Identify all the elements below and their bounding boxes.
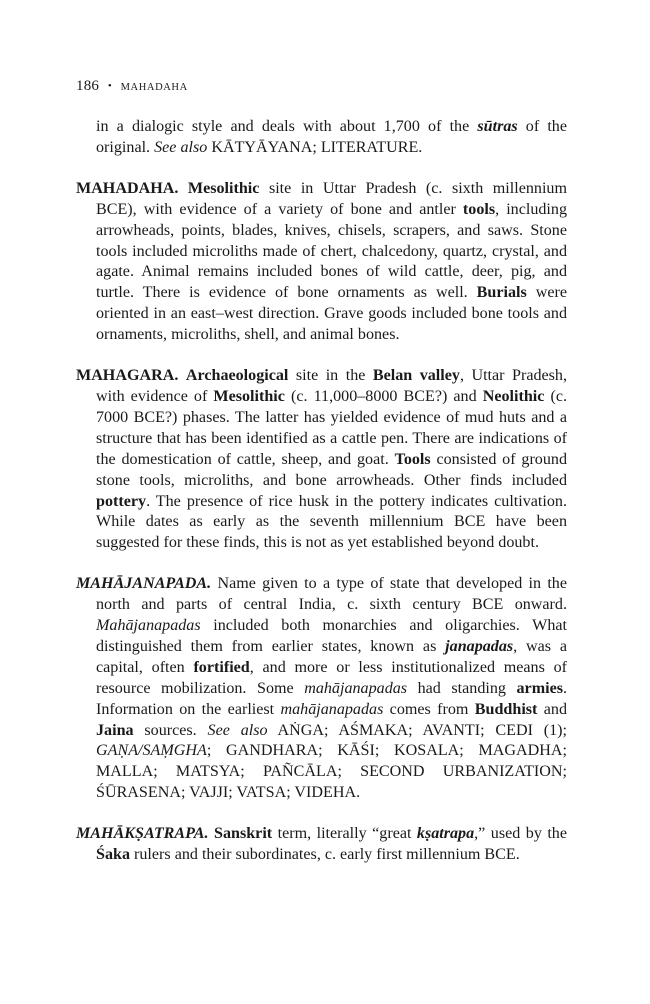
bold-term: armies xyxy=(516,679,563,697)
entry-text: consisted of ground stone tools, microliths, and bone arrowheads. Other finds included xyxy=(96,450,567,489)
entry-text: site in the xyxy=(288,367,373,385)
continuation-paragraph xyxy=(76,117,567,159)
entry-headword: MAHĀJANAPADA. xyxy=(76,575,212,593)
entry-text: . Information on the earliest xyxy=(96,679,568,718)
entry-text: ; GANDHARA; KĀŚI; KOSALA; MAGADHA; MALLA; MATSYA; PAÑCĀLA; SECOND URBANIZATION; ŚŪRASENA; VAJJI; VATSA; VIDEHA. xyxy=(96,742,567,802)
italic-term: See also xyxy=(207,721,268,739)
entry-text: Name given to a type of state that developed in the north and parts of central India, c. sixth century BCE onward. xyxy=(96,575,567,614)
bold-term: Archaeological xyxy=(185,367,289,385)
paragraph-gap xyxy=(76,346,567,366)
running-head xyxy=(76,78,188,95)
entry-text: site in Uttar Pradesh (c. sixth millennium BCE), with evidence of a variety of bone and antler xyxy=(96,179,567,218)
entry-text: had standing xyxy=(407,679,517,697)
bold-term: Śaka xyxy=(96,846,130,864)
entry-text: , was a capital, often xyxy=(96,637,567,676)
entry-mahagara xyxy=(76,366,567,554)
entry-headword: MAHĀKṢATRAPA. xyxy=(76,825,209,843)
entry-mahajanapada xyxy=(76,574,567,804)
page-body xyxy=(76,117,567,866)
bold-term: Neolithic xyxy=(482,387,545,405)
entry-text: (c. 11,000–8000 BCE?) and xyxy=(284,387,483,405)
entry-text: , including arrowheads, points, blades, knives, chisels, scrapers, and saws. Stone tools included microliths made of chert, chalcedony, quartz, crystal, and agate. Animal remains included bones of wild cattle, deer, pig, and turtle. There is evidence of bone ornaments as well. xyxy=(96,200,567,302)
entry-headword: MAHAGARA. xyxy=(76,367,179,385)
entry-text: of the original. xyxy=(96,118,568,156)
bold-term: Burials xyxy=(476,284,527,302)
page-number: 186 xyxy=(76,78,100,94)
bold-term: Sanskrit xyxy=(214,825,273,843)
bold-term: fortified xyxy=(193,658,250,676)
entry-mahaksatrapa xyxy=(76,824,567,866)
entry-text: included both monarchies and oligarchies. What distinguished them from earlier states, known as xyxy=(96,617,567,655)
entry-text: . The presence of rice husk in the pottery indicates cultivation. While dates as early as the seventh millennium BCE have been suggested for these finds, this is not as yet established beyond doubt. xyxy=(96,492,567,552)
entry-headword: MAHADAHA. xyxy=(76,179,179,197)
bold-term: Mesolithic xyxy=(213,387,285,405)
entry-text xyxy=(178,367,186,384)
bold-term: sūtras xyxy=(477,118,518,135)
entry-text xyxy=(178,180,188,197)
italic-term: GAṆA/SAṂGHA xyxy=(96,742,207,760)
italic-term: Mahājanapadas xyxy=(96,617,201,635)
entry-text: in a dialogic style and deals with about 1,700 of the xyxy=(96,118,478,135)
entry-text: ,” used by the xyxy=(474,825,567,843)
running-title: MAHADAHA xyxy=(120,82,188,93)
bold-term: kṣatrapa xyxy=(416,825,475,843)
entry-text: KĀTYĀYANA; LITERATURE. xyxy=(207,138,423,156)
entry-text: and xyxy=(537,700,568,718)
bold-term: Jaina xyxy=(96,721,134,739)
paragraph-gap xyxy=(76,159,567,179)
bold-term: janapadas xyxy=(445,637,514,655)
entry-text: rulers and their subordinates, c. early first millennium BCE. xyxy=(130,846,520,864)
bold-term: pottery xyxy=(96,492,147,510)
bold-term: Belan valley xyxy=(372,367,460,385)
italic-term: mahājanapadas xyxy=(304,679,408,697)
entry-mahadaha xyxy=(76,179,567,346)
bold-term: Tools xyxy=(394,450,431,468)
paragraph-gap xyxy=(76,804,567,824)
italic-term: mahājanapadas xyxy=(280,700,384,718)
bold-term: Mesolithic xyxy=(187,179,260,197)
entry-text: were oriented in an east–west direction. Grave goods included bone tools and ornaments, microliths, shell, and animal bones. xyxy=(96,284,567,344)
entry-text: , and more or less institutionalized means of resource mobilization. Some xyxy=(96,658,567,697)
italic-term: See also xyxy=(154,138,208,156)
bold-term: tools xyxy=(462,200,496,218)
entry-text: comes from xyxy=(383,700,475,718)
entry-text: sources. xyxy=(133,721,208,739)
entry-text: , Uttar Pradesh, with evidence of xyxy=(96,367,567,405)
bold-term: Buddhist xyxy=(474,700,538,718)
entry-text: (c. 7000 BCE?) phases. The latter has yielded evidence of mud huts and a structure that has been identified as a cattle pen. There are indications of the domestication of cattle, sheep, and goat. xyxy=(96,387,567,468)
paragraph-gap xyxy=(76,554,567,574)
entry-text: AṄGA; AŚMAKA; AVANTI; CEDI (1); xyxy=(267,721,567,739)
bullet-separator: • xyxy=(107,80,112,92)
entry-text: term, literally “great xyxy=(272,825,417,843)
